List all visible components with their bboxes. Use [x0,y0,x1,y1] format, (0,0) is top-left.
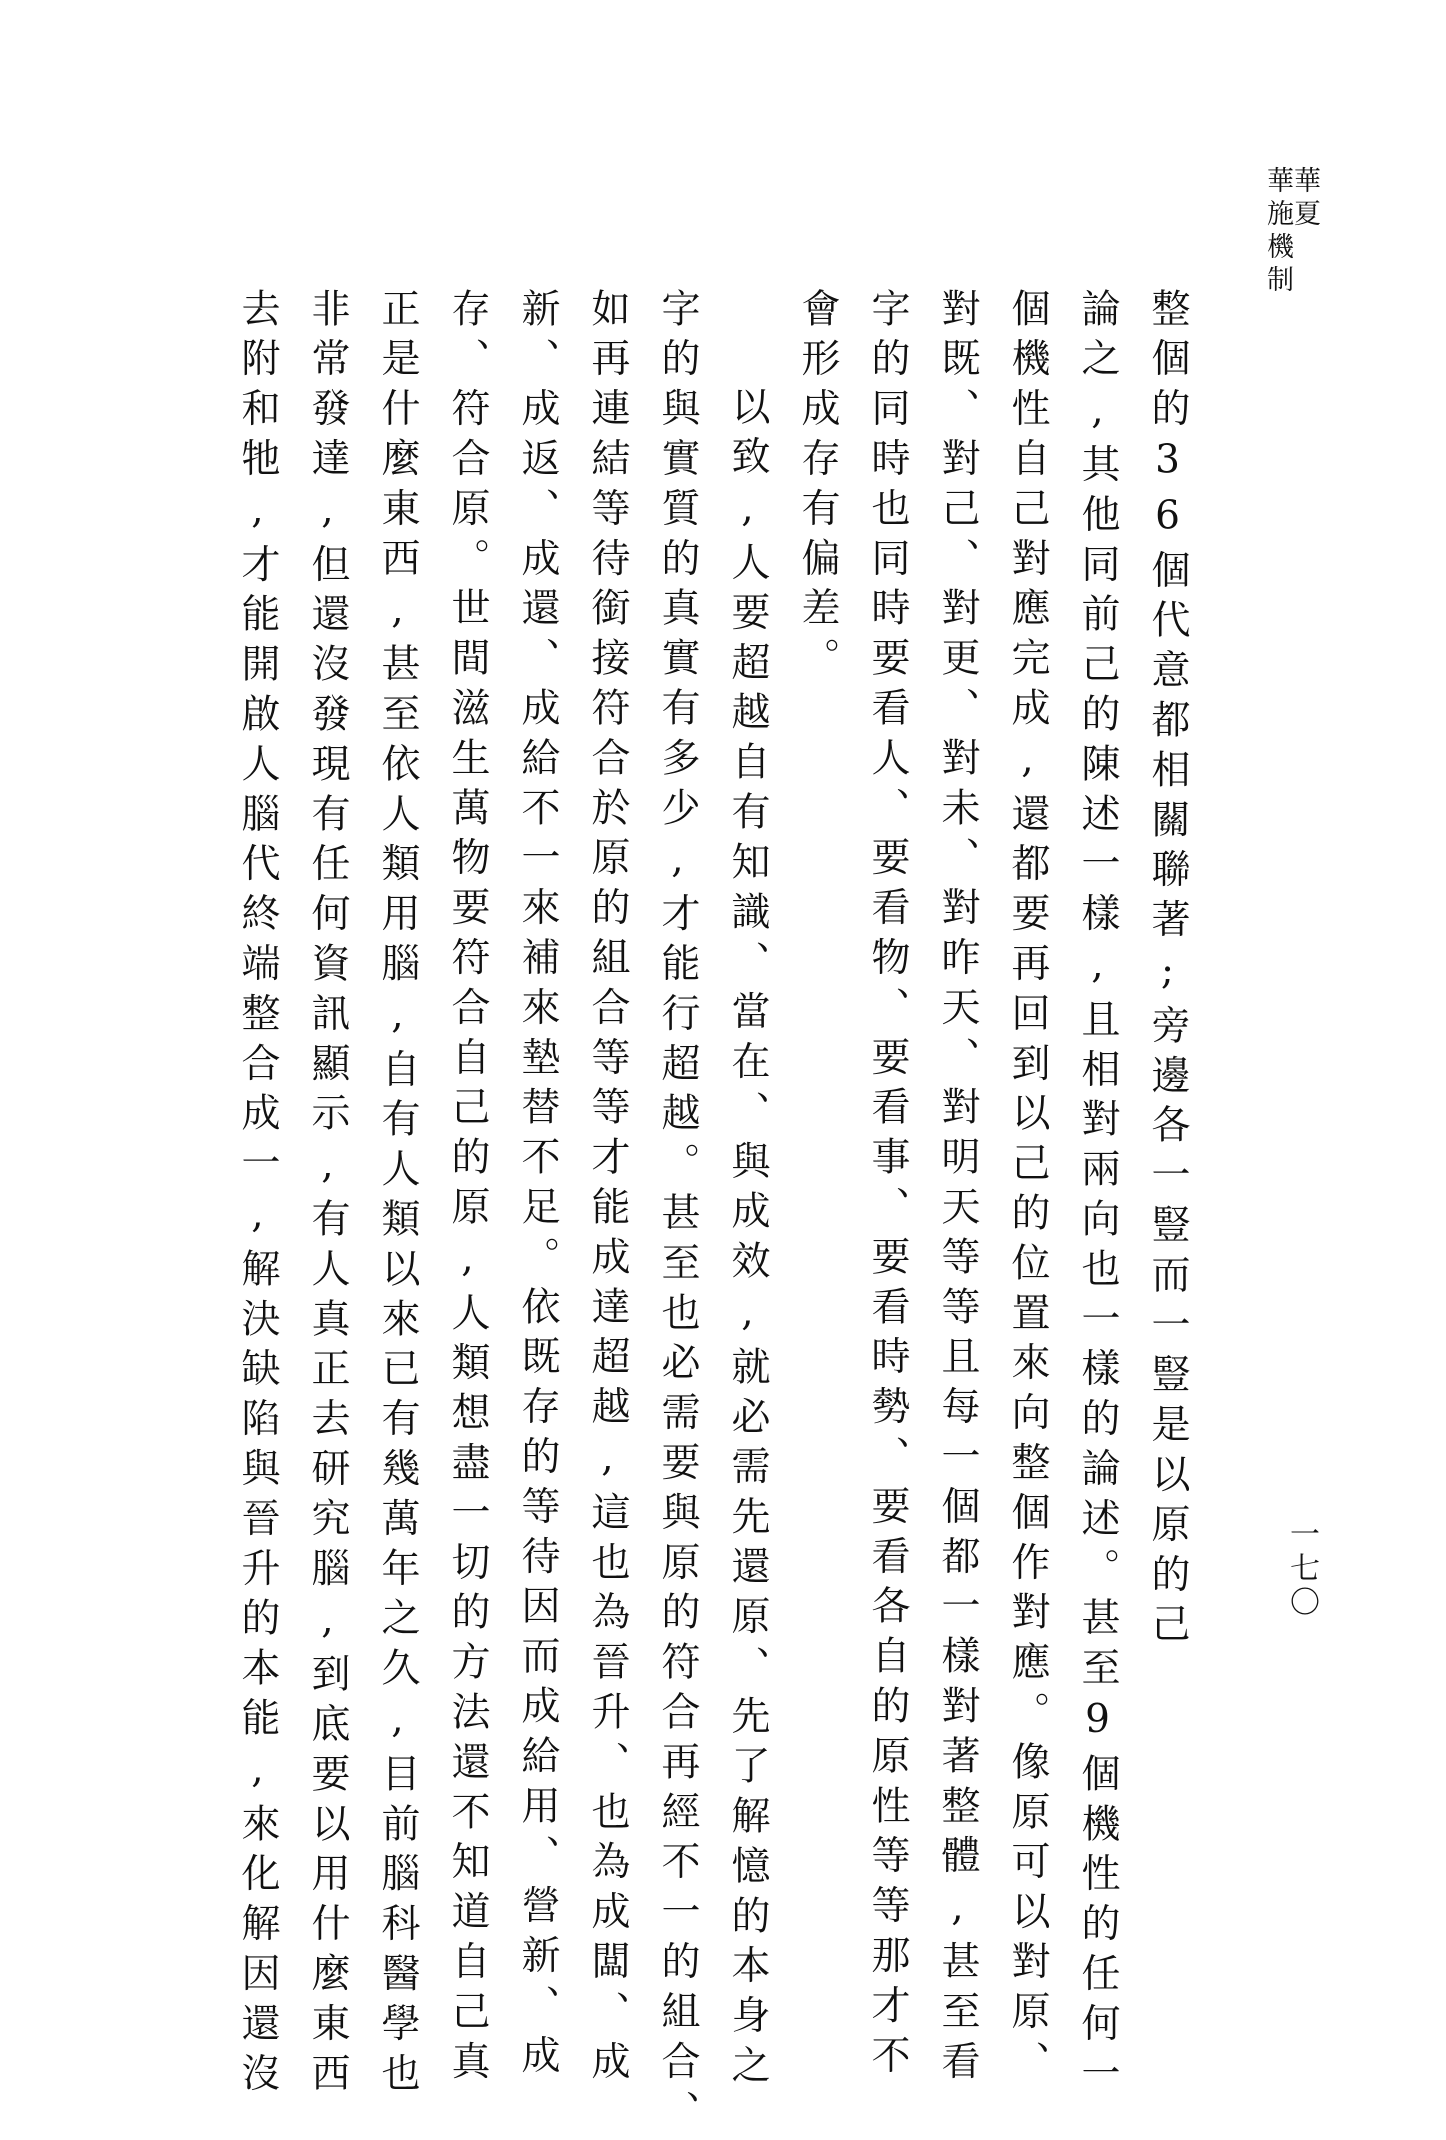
text-line: 會形成存有偏差。 [795,288,840,688]
text-line: 去附和牠,才能開啟人腦代終端整合成一,解決缺陷與晉升的本能,來化解因還沒 [235,288,280,2103]
text-line: 對既、對己、對更、對未、對昨天、對明天等等且每一個都一樣對著整體,甚至看 [935,288,980,2091]
text-line: 論之,其他同前己的陳述一樣,且相對兩向也一樣的論述。甚至9個機性的任何一 [1075,288,1120,2103]
text-line: 新、成返、成還、成給不一來補來墊替不足。依既存的等待因而成給用、營新、成 [515,288,560,2085]
running-header [1264,166,1318,436]
section-title: 華施機制 [1262,166,1293,298]
text-line: 以致,人要超越自有知識、當在、與成效,就必需先還原、先了解憶的本身之 [725,386,770,2095]
body-text [148,288,1190,2140]
text-line: 非常發達,但還沒發現有任何資訊顯示,有人真正去研究腦,到底要以用什麼東西 [305,288,350,2103]
text-line: 正是什麼東西,甚至依人類用腦,自有人類以來已有幾萬年之久,目前腦科醫學也 [375,288,420,2103]
text-line: 字的同時也同時要看人、要看物、要看事、要看時勢、要看各自的原性等等那才不 [865,288,910,2085]
page-number: 一七〇 [1284,1518,1319,1620]
text-line: 如再連結等待銜接符合於原的組合等等才能成達超越,這也為晉升、也為成闆、成 [585,288,630,2091]
book-title: 華夏 [1289,166,1320,232]
text-line: 字的與實質的真實有多少,才能行超越。甚至也必需要與原的符合再經不一的組合、 [655,288,700,2140]
text-line: 個機性自己對應完成,還都要再回到以己的位置來向整個作對應。像原可以對原、 [1005,288,1050,2091]
text-line: 存、符合原。世間滋生萬物要符合自己的原,人類想盡一切的方法還不知道自己真 [445,288,490,2091]
text-line: 整個的36個代意都相關聯著;旁邊各一豎而一豎是以原的己 [1145,288,1190,1654]
